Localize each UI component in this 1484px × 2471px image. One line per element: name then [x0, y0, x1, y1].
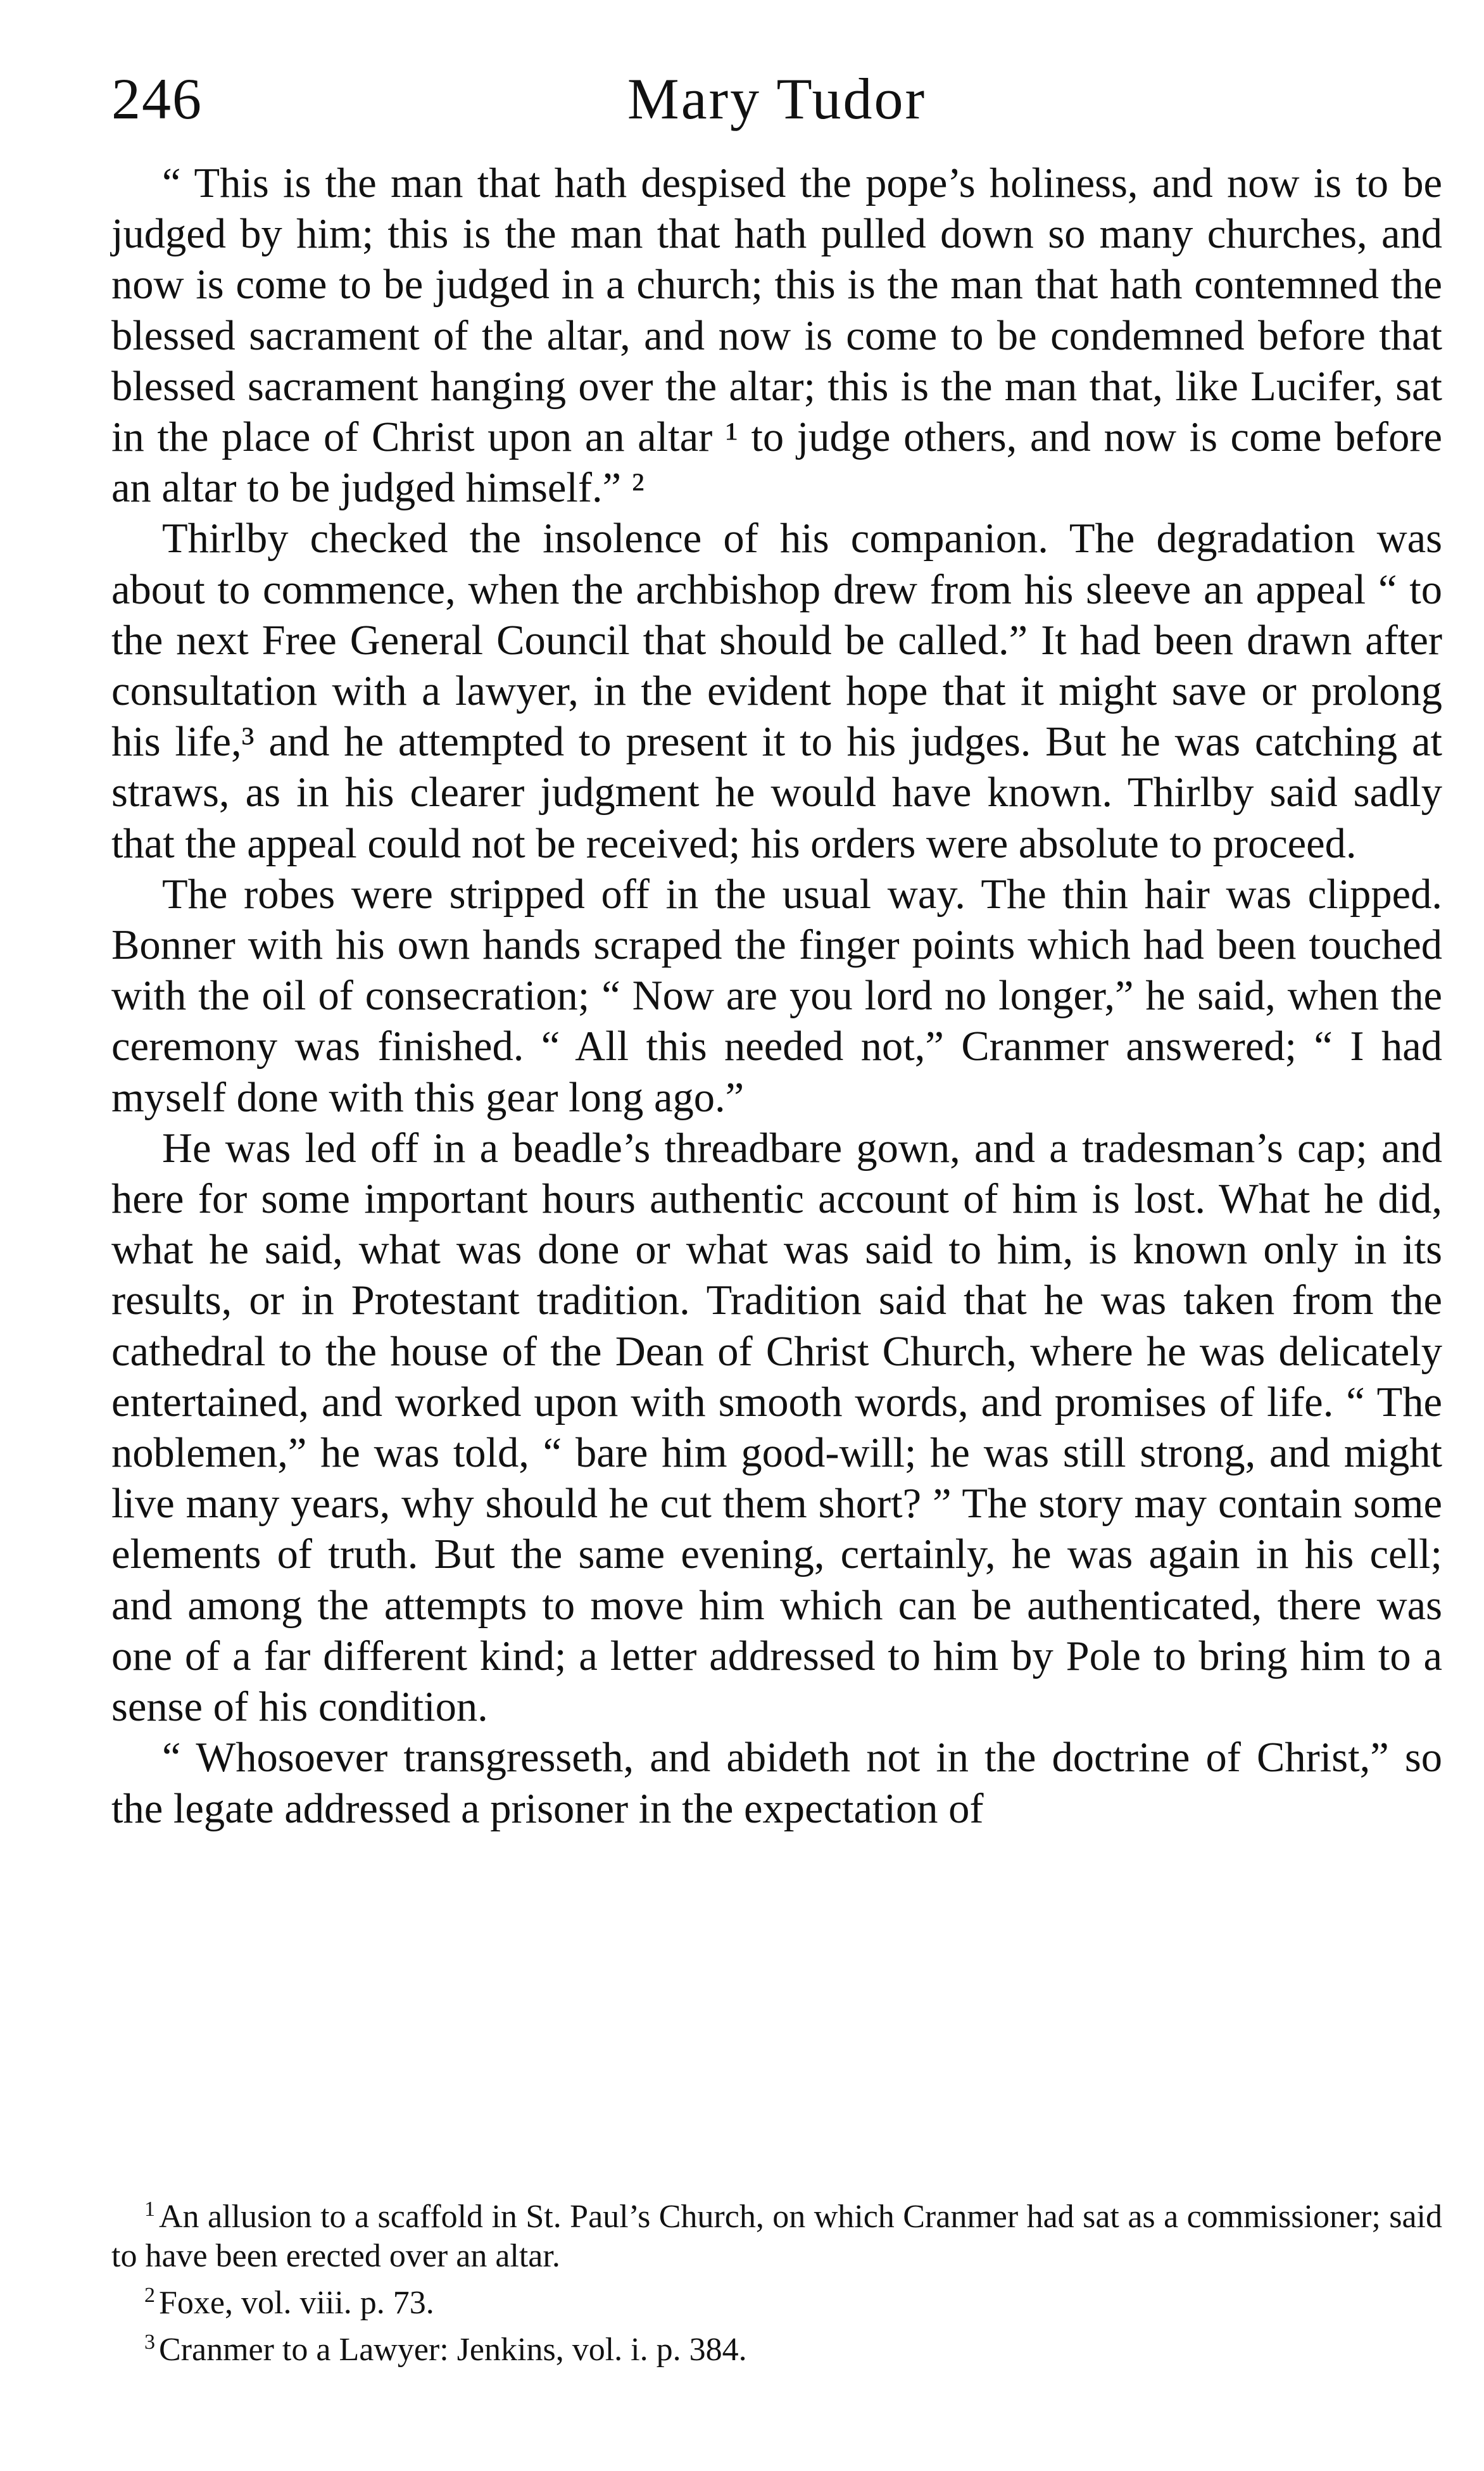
- paragraph-beadle-gown: He was led off in a beadle’s threadbare gown, and a tradesman’s cap; and here for some important hours authentic account of him is lost. What he did, what he said, what was done or what was said to him, is known only in its results, or in Protestant tradition. Tradition said that he was taken from the cathedral to the house of the Dean of Christ Church, where he was delicately entertained, and worked upon with smooth words, and promises of life. “ The noblemen,” he was told, “ bare him good-will; he was still strong, and might live many years, why should he cut them short? ” The story may contain some elements of truth. But the same evening, certainly, he was again in his cell; and among the attempts to move him which can be authenticated, there was one of a far different kind; a letter addressed to him by Pole to bring him to a sense of his condition.: [111, 1125, 1442, 1731]
- footnote-text: Cranmer to a Lawyer: Jenkins, vol. i. p. 384.: [159, 2332, 747, 2368]
- footnote-mark: 1: [144, 2197, 155, 2221]
- footnote-text: Foxe, vol. viii. p. 73.: [159, 2285, 434, 2321]
- page-header: [111, 61, 1442, 137]
- paragraph-quotation: “ This is the man that hath despised the pope’s holiness, and now is to be judged by him; this is the man that hath pulled down so many churches, and now is come to be judged in a church; this is the man that hath contemned the blessed sacrament of the altar, and now is come to be condemned before that blessed sacrament hanging over the altar; this is the man that, like Lucifer, sat in the place of Christ upon an altar ¹ to judge others, and now is come before an altar to be judged himself.” ²: [111, 160, 1442, 512]
- footnote-text: An allusion to a scaffold in St. Paul’s Church, on which Cranmer had sat as a commissioner; said to have been erected over an altar.: [111, 2199, 1442, 2274]
- footnote-3: [111, 2323, 1442, 2370]
- footnote-mark: 3: [144, 2330, 155, 2354]
- page-number: 246: [111, 66, 203, 131]
- footnote-1: [111, 2190, 1442, 2276]
- running-head: Mary Tudor: [627, 66, 927, 131]
- paragraph-thirlby-appeal: Thirlby checked the insolence of his companion. The degradation was about to commence, when the archbishop drew from his sleeve an appeal “ to the next Free General Council that should be called.” It had been drawn after consultation with a lawyer, in the evident hope that it might save or prolong his life,³ and he attempted to present it to his judges. But he was catching at straws, as in his clearer judgment he would have known. Thirlby said sadly that the appeal could not be received; his orders were absolute to proceed.: [111, 515, 1442, 867]
- footnote-2: [111, 2276, 1442, 2323]
- footnote-mark: 2: [144, 2284, 155, 2307]
- paragraph-degradation: The robes were stripped off in the usual way. The thin hair was clipped. Bonner with his own hands scraped the finger points which had been touched with the oil of consecration; “ Now are you lord no longer,” he said, when the ceremony was finished. “ All this needed not,” Cranmer answered; “ I had myself done with this gear long ago.”: [111, 871, 1442, 1121]
- body-text: [111, 158, 1442, 1835]
- footnotes: [111, 2190, 1442, 2370]
- paragraph-whosoever: “ Whosoever transgresseth, and abideth not in the doctrine of Christ,” so the legate addressed a prisoner in the expectation of: [111, 1735, 1442, 1832]
